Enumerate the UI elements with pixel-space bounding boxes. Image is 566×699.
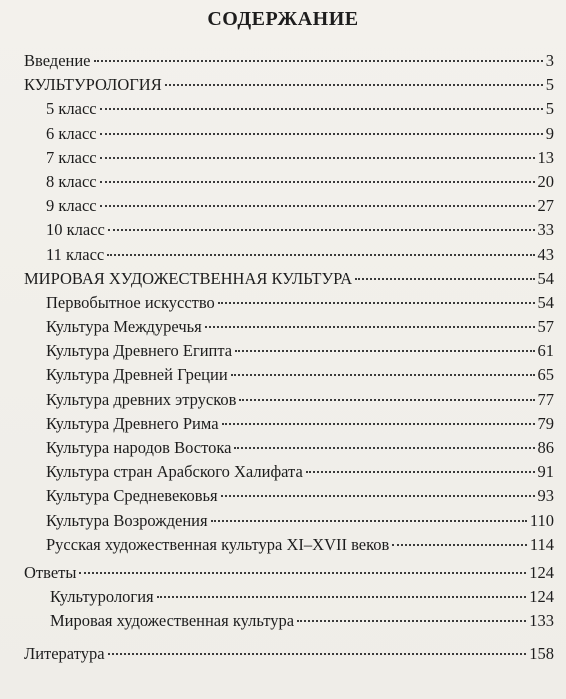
toc-page-number: 61	[537, 341, 554, 361]
dot-leader	[235, 350, 534, 352]
dot-leader	[239, 399, 534, 401]
toc-page-number: 158	[529, 643, 554, 663]
dot-leader	[221, 495, 535, 497]
toc-page-number: 54	[537, 268, 554, 288]
toc-entry-label: 10 класс	[46, 220, 105, 240]
toc-entry-label: Культура Древнего Египта	[46, 341, 233, 361]
dot-leader	[100, 157, 535, 159]
toc-page-number: 3	[545, 51, 554, 70]
toc-entry-label: 11 класс	[46, 244, 105, 264]
dot-leader	[94, 60, 543, 62]
toc-entry-middle-ages[interactable]	[0, 486, 566, 510]
toc-entry-grade-5[interactable]	[0, 99, 566, 123]
dot-leader	[297, 620, 526, 622]
toc-entry-grade-11[interactable]	[0, 245, 566, 269]
table-of-contents	[0, 51, 566, 668]
toc-page-number: 9	[545, 123, 554, 143]
toc-entry-label: Культура Средневековья	[46, 486, 218, 506]
toc-entry-label: Культурология	[50, 587, 154, 607]
toc-page-number: 86	[537, 438, 554, 457]
toc-page-number: 65	[537, 365, 554, 385]
toc-entry-label: Культура стран Арабского Халифата	[46, 462, 303, 482]
dot-leader	[100, 205, 535, 207]
toc-entry-ancient-greece[interactable]	[0, 365, 566, 389]
dot-leader	[79, 572, 526, 574]
toc-entry-arab-caliphate[interactable]	[0, 462, 566, 486]
toc-entry-ancient-egypt[interactable]	[0, 341, 566, 365]
toc-entry-renaissance[interactable]	[0, 511, 566, 535]
toc-entry-label: Русская художественная культура XI–XVII веков	[46, 534, 390, 554]
dot-leader	[211, 520, 527, 522]
dot-leader	[205, 326, 535, 328]
dot-leader	[100, 108, 543, 110]
toc-entry-label: Литература	[24, 643, 105, 663]
toc-entry-label: Культура народов Востока	[46, 438, 232, 457]
toc-entry-label: 9 класс	[46, 196, 97, 216]
toc-entry-mesopotamia[interactable]	[0, 317, 566, 341]
toc-entry-label: Мировая художественная культура	[50, 611, 295, 631]
dot-leader	[108, 229, 535, 231]
toc-page-number: 93	[537, 486, 554, 506]
dot-leader	[107, 254, 534, 256]
toc-page-number: 5	[545, 99, 554, 119]
toc-entry-label: Культура Возрождения	[46, 510, 208, 530]
dot-leader	[222, 423, 535, 425]
toc-entry-answers[interactable]	[0, 563, 566, 587]
toc-entry-label: 6 класс	[46, 123, 97, 143]
toc-page-number: 124	[529, 562, 554, 582]
toc-entry-label: МИРОВАЯ ХУДОЖЕСТВЕННАЯ КУЛЬТУРА	[24, 268, 353, 288]
toc-entry-label: Культура Междуречья	[46, 317, 202, 337]
toc-entry-east-peoples[interactable]	[0, 438, 566, 462]
dot-leader	[306, 471, 535, 473]
toc-entry-world-art-culture[interactable]	[0, 269, 566, 293]
toc-entry-russian-art[interactable]	[0, 535, 566, 559]
toc-entry-label: КУЛЬТУРОЛОГИЯ	[24, 75, 162, 95]
toc-page-number: 77	[537, 389, 554, 409]
toc-page-number: 13	[537, 147, 554, 167]
toc-entry-literature[interactable]	[0, 644, 566, 668]
toc-entry-grade-8[interactable]	[0, 172, 566, 196]
dot-leader	[165, 84, 543, 86]
dot-leader	[100, 133, 543, 135]
toc-entry-answers-world-art[interactable]	[0, 611, 566, 635]
toc-entry-culturology[interactable]	[0, 75, 566, 99]
dot-leader	[231, 374, 535, 376]
toc-page-number: 114	[529, 534, 554, 554]
toc-entry-grade-9[interactable]	[0, 196, 566, 220]
toc-page-number: 54	[537, 292, 554, 312]
toc-entry-label: 5 класс	[46, 99, 97, 119]
toc-entry-introduction[interactable]	[0, 51, 566, 75]
toc-entry-label: 7 класс	[46, 147, 97, 167]
toc-entry-ancient-rome[interactable]	[0, 414, 566, 438]
toc-entry-label: Ответы	[24, 562, 77, 582]
toc-entry-answers-culturology[interactable]	[0, 587, 566, 611]
toc-entry-label: Первобытное искусство	[46, 292, 215, 312]
toc-page-number: 5	[545, 75, 554, 95]
toc-entry-grade-7[interactable]	[0, 148, 566, 172]
toc-entry-label: Введение	[24, 51, 91, 70]
toc-entry-label: Культура древних этрусков	[46, 389, 237, 409]
toc-entry-label: Культура Древней Греции	[46, 365, 228, 385]
toc-page-number: 79	[537, 413, 554, 433]
dot-leader	[392, 544, 527, 546]
toc-entry-grade-6[interactable]	[0, 124, 566, 148]
dot-leader	[157, 596, 527, 598]
toc-page-number: 110	[529, 510, 554, 530]
toc-page-number: 124	[529, 587, 554, 607]
toc-page-number: 33	[537, 220, 554, 240]
dot-leader	[355, 278, 534, 280]
toc-page-number: 27	[537, 196, 554, 216]
toc-page-number: 133	[529, 611, 554, 631]
toc-entry-etruscans[interactable]	[0, 390, 566, 414]
page-title: СОДЕРЖАНИЕ	[207, 8, 359, 30]
toc-page-number: 20	[537, 171, 554, 191]
toc-entry-grade-10[interactable]	[0, 220, 566, 244]
dot-leader	[100, 181, 535, 183]
toc-entry-label: 8 класс	[46, 171, 97, 191]
dot-leader	[218, 302, 535, 304]
dot-leader	[108, 653, 527, 655]
toc-page-number: 43	[537, 244, 554, 264]
dot-leader	[234, 447, 534, 449]
toc-entry-label: Культура Древнего Рима	[46, 413, 219, 433]
toc-entry-primitive-art[interactable]	[0, 293, 566, 317]
toc-page-number: 91	[537, 462, 554, 482]
toc-page-number: 57	[537, 317, 554, 337]
